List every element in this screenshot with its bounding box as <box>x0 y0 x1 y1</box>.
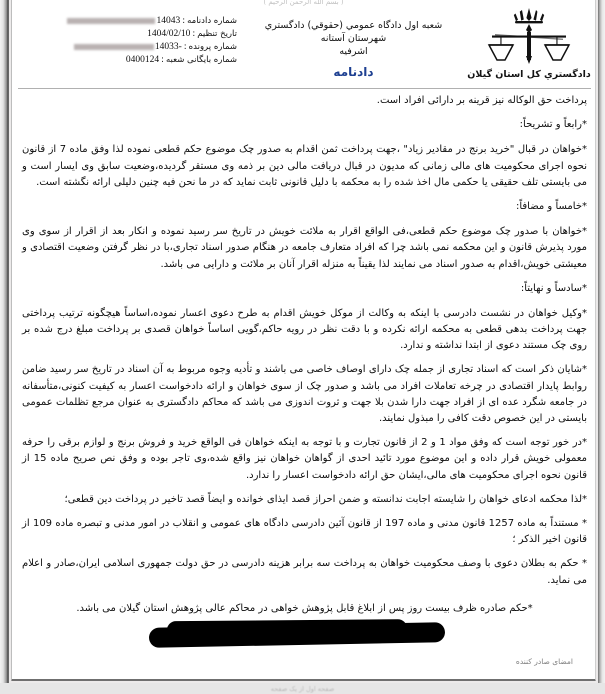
window-left-rail <box>0 0 9 694</box>
meta-row-colon: : <box>192 28 196 39</box>
header-divider <box>18 88 591 89</box>
meta-row-value: 0400124 <box>125 54 160 65</box>
meta-row-colon: : <box>161 54 164 65</box>
page-footer-strip <box>0 683 605 694</box>
meta-row <box>27 40 237 53</box>
body-paragraph: *حکم صادره ظرف بیست روز پس از ابلاغ قابل پژوهش خواهی در محاکم عالی پژوهش استان گیلان می باشد. <box>76 602 533 614</box>
court-name-line-2: اشرفيه <box>339 45 368 57</box>
document-meta-block <box>27 14 237 66</box>
meta-row-label: شماره بایگانی شعبه <box>166 54 237 65</box>
body-paragraph: *لذا محکمه ادعای خواهان را شایسته اجابت ندانسته و ضمن احراز قصد ایذای خوانده و ایضاً قصد تاخیر در پرداخت دین قطعی؛ <box>64 493 587 505</box>
meta-row-colon: : <box>182 15 186 26</box>
judiciary-emblem-block <box>465 6 593 80</box>
body-paragraph: *خواهان در قبال "خرید برنج در مقادیر زیاد" ،جهت پرداخت ثمن اقدام به صدور چک موضوع حکم قطعی نموده لذا وفق ماده 7 از قانون نحوه اجرای محکومیت های مالی زمانی که مدیون در قبال دریافت مالی دین بر ذمه وی مستقر گردیده،وضعیت سابق وی ایسار است و می بایستی تلف حقیقی یا حکمی مال اخذ شده را به محکمه با دلیل قانونی ثابت نماید که در ما نحن فیه چنین دلیلی ارائه نگشته است. <box>22 144 587 188</box>
meta-row <box>27 14 237 27</box>
bismillah-caption: ( بسم الله الرحمن الرحیم ) <box>263 0 344 6</box>
document-sheet <box>11 0 596 681</box>
meta-row-label: تاریخ تنظیم <box>197 28 237 39</box>
body-paragraph: *وکیل خواهان در نشست دادرسی با اینکه به وکالت از موکل خویش اقدام به طرح دعوی اعسار نموده،اساساً هیچگونه ترتیب پرداختی جهت پرداخت بدهی قطعی به محکمه ارائه نکرده و با دقت نظر در رویه حاکم،گویی اساساً خواهان قصدی بر پرداخت مبلغ درج شده بر روی چک مستند دعوی از ابتدا نداشته و ندارد. <box>22 307 587 352</box>
meta-row-value: 14033- <box>154 41 182 52</box>
meta-row <box>27 53 237 66</box>
redaction-bar <box>67 18 155 24</box>
page-footer-text: صفحه اول از یک صفحه <box>270 685 335 693</box>
body-paragraph: * مستنداً به ماده 1257 قانون مدنی و ماده 197 از قانون آئین دادرسی دادگاه های عمومی و انقلاب در امور مدنی و تبصره ماده 109 از قانون اخیر الذکر ؛ <box>22 517 587 546</box>
redaction-bar <box>74 44 154 50</box>
meta-row-value: 14043 <box>156 15 181 26</box>
signature-redaction-blob <box>149 622 445 648</box>
issuer-signature-caption: امضای صادر کننده <box>515 657 573 666</box>
meta-row-label: شماره پرونده <box>188 41 237 52</box>
body-paragraph: *در خور توجه است که وفق مواد 1 و 2 از قانون تجارت و با توجه به اینکه خواهان فی الواقع خرید و فروش برنج و لوازم برقی را حرفه معمولی خویش قرار داده و این موضوع مورد تائید احدی از گواهان خواهان نیز واقع شده،وی تاجر بوده و وفق نص صریح ماده 15 از قانون نحوه اجرای محکومیت های مالی،ایشان حق ارائه دادخواست اعسار را ندارد. <box>22 437 588 481</box>
body-paragraph: * حکم به بطلان دعوی با وصف محکومیت خواهان به پرداخت سه برابر هزینه دادرسی در حق دولت جمهوری اسلامی ایران،صادر و اعلام می نماید. <box>22 558 587 586</box>
meta-row-value: 1404/02/10 <box>147 28 191 39</box>
body-paragraph: *خامساً و مضافاً: <box>515 200 587 212</box>
body-paragraph: پرداخت حق الوکاله نیز قرینه بر دارائی افراد است. <box>376 95 587 106</box>
court-name-line-1: شعبه اول دادگاه عمومي (حقوقي) دادگستري شهرستان آستانه <box>264 20 443 44</box>
scales-of-justice-icon <box>481 6 577 68</box>
body-paragraph: *شایان ذکر است که اسناد تجاری از جمله چک دارای اوصاف خاصی می باشند و تأدیه وجوه مربوط به آن اسناد در تاریخ سر رسید ضامن روابط پایدار اقتصادی در چرخه تعاملات افراد می باشد و صدور چک از سوی خواهان و ارائه دادخواست اعسار به کیفیت کنونی،متأسفانه در جامعه شگرد عده ای از افراد جهت دارا شدن بلا جهت و ثروت اندوزی می باشد که محاکم دادگستری به عنوان مرجع تظلمات عمومی بایستی در این خصوص دقت کافی را مبذول نمایند. <box>22 364 587 424</box>
body-paragraph: *رابعاً و تشریحاً: <box>519 119 587 131</box>
court-identity-block <box>246 20 461 79</box>
meta-row-label: شماره دادنامه <box>187 15 237 26</box>
body-paragraph: *خواهان با صدور چک موضوع حکم قطعی،فی الواقع اقرار به ملائت خویش در تاریخ سر رسید نموده و انکار بعد از اقرار از سوی وی مورد پذیرش قانون و این محکمه نمی باشد چرا که افراد متعارف جامعه در هنگام صدور اسناد تجاری،با در نظر گرفتن وضعیت اقتصادی و معیشتی خویش،اقدام به صدور اسناد می نمایند لذا یقیناً به منزله اقرار آنان بر ملائت و دارایی می باشد. <box>22 226 587 270</box>
meta-row <box>27 27 237 40</box>
emblem-caption: دادگستري كل استان گيلان <box>467 69 591 80</box>
document-type-title: دادنامه <box>333 65 374 80</box>
meta-row-colon: : <box>183 41 187 52</box>
document-body <box>22 93 587 625</box>
body-paragraph: *سادساً و نهایتاً: <box>520 282 587 294</box>
document-header <box>12 6 597 82</box>
window-right-rail <box>598 0 605 694</box>
